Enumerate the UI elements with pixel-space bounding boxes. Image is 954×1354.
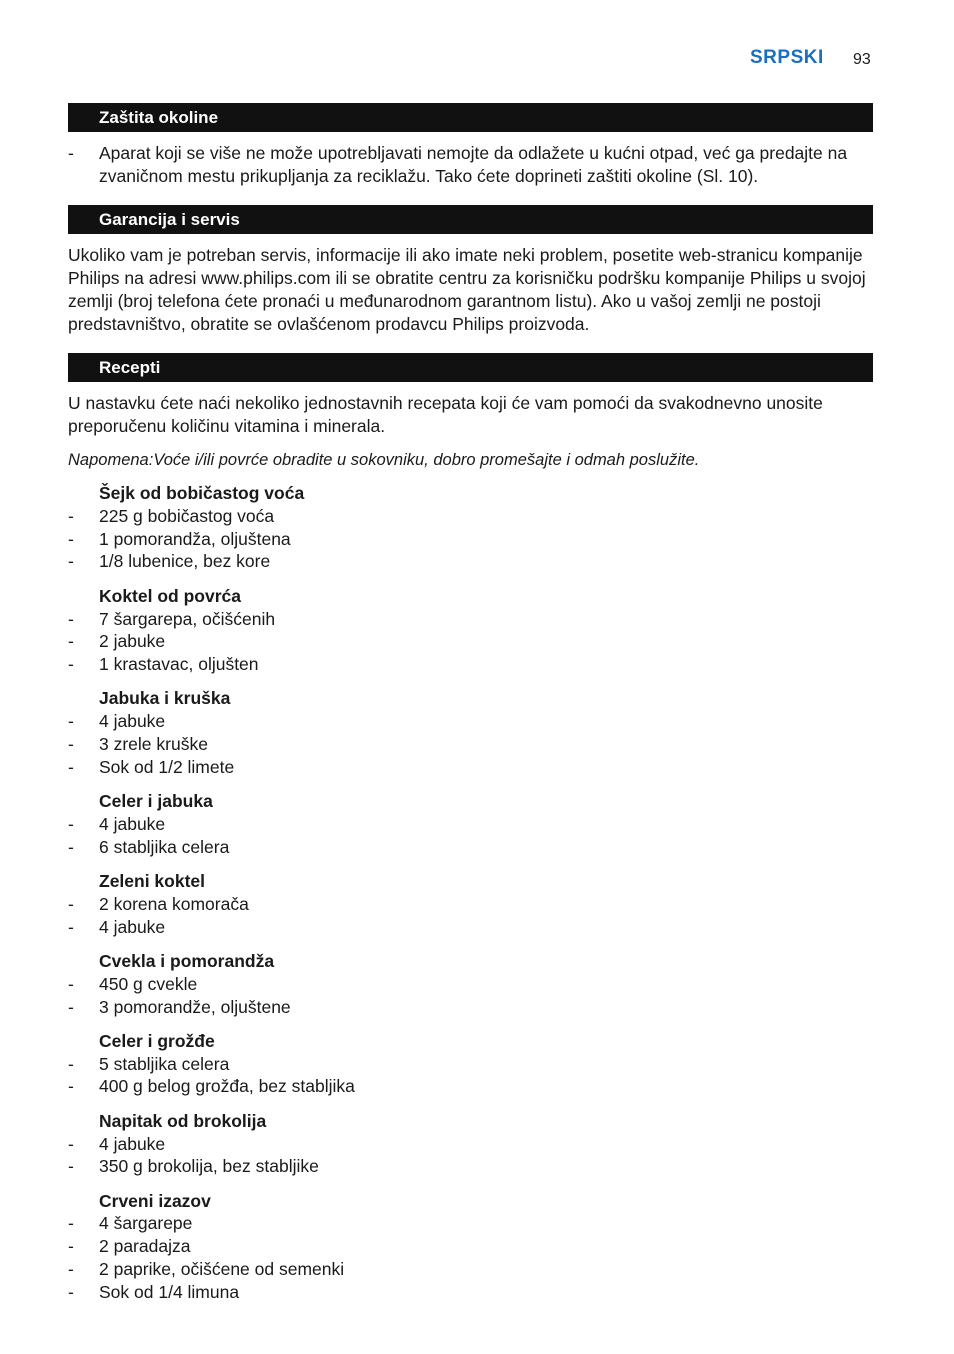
- philips-link[interactable]: www.philips.com: [201, 268, 331, 288]
- recipe-title: Celer i jabuka: [99, 791, 213, 812]
- ingredient-text: 450 g cvekle: [99, 973, 198, 994]
- warranty-text-2: ili se obratite centru za korisničku podršku kompanije Philips u svojoj zemlji (broj telefona ćete pronaći u međunarodnom garantnom listu). Ako u vašoj zemlji ne postoji predstavništvo, obratite se ovlašćenom prodavcu Philips proizvoda.: [68, 268, 866, 334]
- bullet-dash: -: [68, 734, 74, 754]
- ingredient-text: 1 krastavac, oljušten: [99, 654, 259, 675]
- bullet-dash: -: [68, 836, 74, 857]
- bullet-dash: -: [68, 1076, 74, 1097]
- ingredient-text: 4 jabuke: [99, 813, 166, 834]
- ingredient-text: 1/8 lubenice, bez kore: [99, 551, 271, 572]
- recipe-title: Cvekla i pomorandža: [99, 950, 275, 971]
- ingredient-text: 7 šargarepa, očišćenih: [99, 608, 276, 629]
- note-text: Voće i/ili povrće obradite u sokovniku, dobro promešajte i odmah poslužite.: [153, 451, 700, 469]
- recipe-title: Koktel od povrća: [99, 585, 241, 606]
- bullet-dash: -: [68, 893, 74, 914]
- section-bar-environment: Zaštita okoline: [68, 103, 873, 132]
- ingredient-text: 6 stabljika celera: [99, 836, 230, 857]
- bullet-dash: -: [68, 143, 74, 163]
- ingredient-text: 4 jabuke: [99, 1133, 166, 1154]
- bullet-dash: -: [68, 654, 74, 675]
- bullet-dash: -: [68, 1236, 74, 1257]
- bullet-dash: -: [68, 711, 74, 732]
- bullet-dash: -: [68, 756, 74, 777]
- ingredient-text: 3 pomorandže, oljuštene: [99, 996, 291, 1017]
- bullet-dash: -: [68, 551, 74, 572]
- note-label: Napomena:: [68, 451, 154, 469]
- bullet-dash: -: [68, 973, 74, 994]
- recipe-title: Celer i grožđe: [99, 1030, 215, 1051]
- ingredient-text: 400 g belog grožđa, bez stabljika: [99, 1076, 355, 1097]
- bullet-dash: -: [68, 505, 74, 526]
- bullet-dash: -: [68, 1281, 74, 1302]
- ingredient-text: 5 stabljika celera: [99, 1053, 230, 1074]
- page-number: 93: [853, 51, 871, 68]
- ingredient-text: Sok od 1/4 limuna: [99, 1281, 240, 1302]
- ingredient-text: 1 pomorandža, oljuštena: [99, 528, 291, 549]
- bullet-dash: -: [68, 813, 74, 834]
- ingredient-text: 4 jabuke: [99, 711, 166, 732]
- recipes-note: [68, 449, 699, 472]
- ingredient-text: 2 jabuke: [99, 631, 166, 652]
- recipes-intro: U nastavku ćete naći nekoliko jednostavnih recepata koji će vam pomoći da svakodnevno unosite preporučenu količinu vitamina i minerala.: [68, 393, 823, 436]
- ingredient-text: 2 korena komorača: [99, 893, 249, 914]
- bullet-dash: -: [68, 916, 74, 937]
- ingredient-text: 4 šargarepe: [99, 1213, 193, 1234]
- header-language: SRPSKI: [750, 47, 824, 68]
- bullet-dash: -: [68, 1133, 74, 1154]
- environment-text: Aparat koji se više ne može upotrebljavati nemojte da odlažete u kućni otpad, već ga predajte na zvaničnom mestu prikupljanja za reciklažu. Tako ćete doprineti zaštiti okoline (Sl. 10).: [99, 143, 848, 186]
- bullet-dash: -: [68, 1259, 74, 1279]
- ingredient-text: 4 jabuke: [99, 916, 166, 937]
- recipe-title: Šejk od bobičastog voća: [99, 483, 305, 503]
- warranty-paragraph: [68, 244, 873, 336]
- ingredient-text: 3 zrele kruške: [99, 734, 208, 754]
- bullet-dash: -: [68, 996, 74, 1017]
- recipe-title: Crveni izazov: [99, 1190, 211, 1211]
- bullet-dash: -: [68, 1053, 74, 1074]
- ingredient-text: 350 g brokolija, bez stabljike: [99, 1156, 319, 1177]
- ingredient-text: 2 paprike, očišćene od semenki: [99, 1259, 345, 1279]
- ingredient-text: Sok od 1/2 limete: [99, 756, 235, 777]
- bullet-dash: -: [68, 1213, 74, 1234]
- bullet-dash: -: [68, 608, 74, 629]
- ingredient-text: 2 paradajza: [99, 1236, 191, 1257]
- bullet-dash: -: [68, 631, 74, 652]
- ingredient-text: 225 g bobičastog voća: [99, 505, 275, 526]
- recipe-title: Jabuka i kruška: [99, 688, 231, 709]
- bullet-dash: -: [68, 528, 74, 549]
- section-bar-recipes: Recepti: [68, 353, 873, 382]
- bullet-dash: -: [68, 1156, 74, 1177]
- warranty-text-1: Ukoliko vam je potreban servis, informacije ili ako imate neki problem, posetite web-stranicu kompanije Philips na adresi: [68, 245, 863, 288]
- section-bar-warranty: Garancija i servis: [68, 205, 873, 234]
- recipe-title: Zeleni koktel: [99, 871, 206, 891]
- recipe-title: Napitak od brokolija: [99, 1110, 267, 1131]
